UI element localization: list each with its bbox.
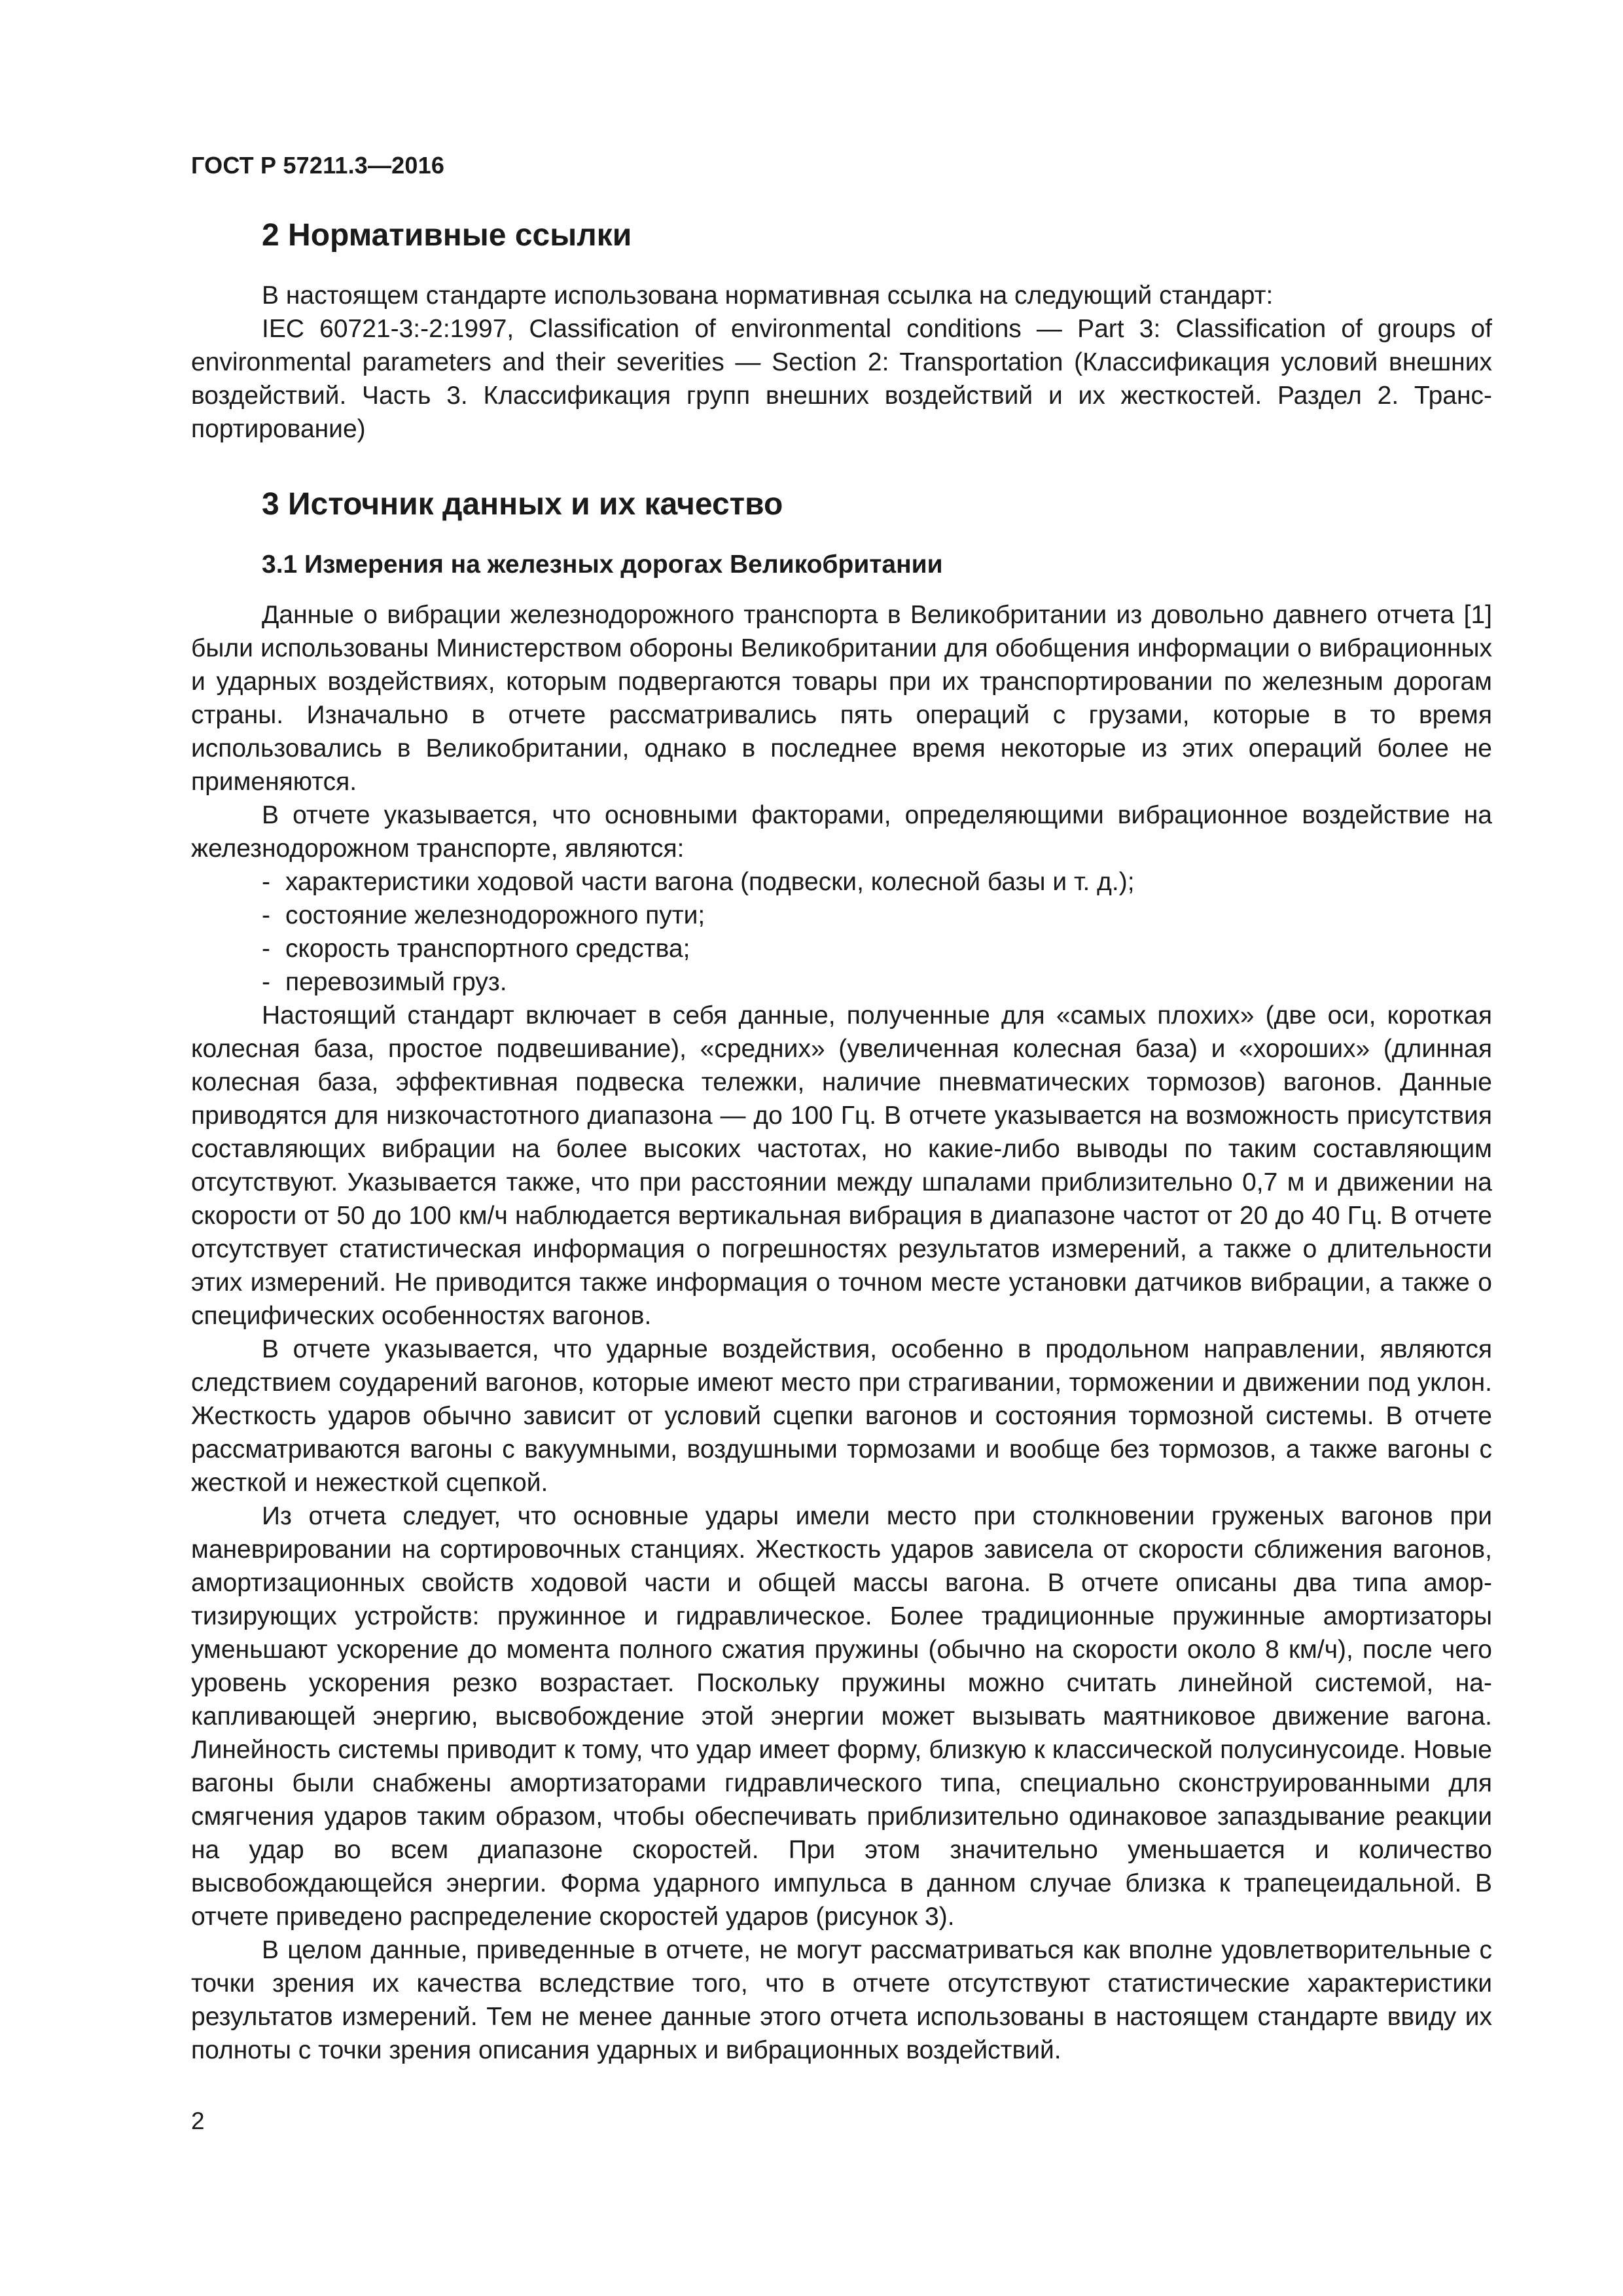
list-item	[191, 865, 1492, 899]
list-marker: -	[262, 968, 270, 996]
list-item	[191, 932, 1492, 965]
list-item-text: перевозимый груз.	[285, 968, 507, 996]
list-marker: -	[262, 901, 270, 929]
list-item	[191, 965, 1492, 999]
list-item-text: характеристики ходовой части вагона (подвески, колесной базы и т. д.);	[285, 868, 1135, 896]
section-2-reference: IEC 60721-3:-2:1997, Classification of environmental conditions — Part 3: Classification of groups of environmental parameters and their severities — Section 2: Transportation (Классификация условий внешних воздействий. Часть 3. Классификация групп внешних воздействий и их жесткостей. Раздел 2. Транспортирование)	[191, 315, 1492, 443]
list-item-text: состояние железнодорожного пути;	[285, 901, 705, 929]
page-number: 2	[191, 2108, 205, 2134]
list-marker: -	[262, 935, 270, 963]
list-marker: -	[262, 868, 270, 896]
body-paragraph: Из отчета следует, что основные удары имели место при столкновении груженых вагонов при маневрировании на сортировочных станциях. Жесткость ударов зависела от скорости сближения вагонов, амортизационных свойств ходовой части и общей массы вагона. В отчете описаны два типа амортизирующих устройств: пружинное и гидравлическое. Более традиционные пружинные амортизаторы уменьшают ускорение до момента полного сжатия пружины (обычно на скорости около 8 км/ч), после чего уровень ускорения резко возрастает. Поскольку пружины можно считать линейной системой, накапливающей энергию, высвобождение этой энергии может вызывать маятниковое движение вагона. Линейность системы приводит к тому, что удар имеет форму, близкую к классической полусинусоиде. Новые вагоны были снабжены амортизаторами гидравлического типа, специально сконструированными для смягчения ударов таким образом, чтобы обеспечивать приблизительно одинаковое запаздывание реакции на удар во всем диапазоне скоростей. При этом значительно уменьшается и количество высвобождающейся энергии. Форма ударного импульса в данном случае близка к трапецеидальной. В отчете приведено распределение скоростей ударов (рисунок 3).	[191, 1502, 1492, 1931]
body-paragraph: В целом данные, приведенные в отчете, не могут рассматриваться как вполне удовлетворительные с точки зрения их качества вследствие того, что в отчете отсутствуют статистические характеристики результатов измерений. Тем не менее данные этого отчета использованы в настоящем стандарте ввиду их полноты с точки зрения описания ударных и вибрационных воздействий.	[191, 1936, 1492, 2064]
list-item	[191, 899, 1492, 932]
body-paragraph: Настоящий стандарт включает в себя данные, полученные для «самых плохих» (две оси, короткая колесная база, простое подвешивание), «средних» (увеличенная колесная база) и «хороших» (длинная колесная база, эффективная подвеска тележки, наличие пневматических тормозов) вагонов. Данные приводятся для низкочастотного диапазона — до 100 Гц. В отчете указывается на возможность присутствия составляющих вибрации на более высоких частотах, но какие-либо выводы по таким составляющим отсутствуют. Указывается также, что при расстоянии между шпалами приблизительно 0,7 м и движении на скорости от 50 до 100 км/ч наблюдается вертикальная вибрация в диапазоне частот от 20 до 40 Гц. В отчете отсутствует статистическая информация о погрешностях результатов измерений, а также о длительности этих измерений. Не приводится также информация о точном месте установки датчиков вибрации, а также о специфических особенностях вагонов.	[191, 1001, 1492, 1330]
body-paragraph: В отчете указывается, что основными факторами, определяющими вибрационное воздействие на железнодорожном транспорте, являются:	[191, 801, 1492, 863]
section-2-heading: 2 Нормативные ссылки	[262, 218, 632, 253]
body-paragraph: Данные о вибрации железнодорожного транспорта в Великобритании из довольно давнего отчета [1] были использованы Министерством обороны Великобритании для обобщения информации о вибрационных и ударных воздействиях, которым подвергаются товары при их транспортировании по железным дорогам страны. Изначально в отчете рассматривались пять операций с грузами, которые в то время использовались в Великобритании, однако в последнее время некоторые из этих операций более не применяются.	[191, 601, 1492, 796]
factors-list	[191, 865, 1492, 999]
running-header-doc-code: ГОСТ Р 57211.3—2016	[191, 152, 445, 179]
page-body	[191, 216, 1492, 2067]
subsection-3-1-heading: 3.1 Измерения на железных дорогах Великобритании	[262, 550, 943, 579]
section-2-paragraph: В настоящем стандарте использована нормативная ссылка на следующий стандарт:	[262, 281, 1274, 310]
list-item-text: скорость транспортного средства;	[285, 935, 690, 963]
body-paragraph: В отчете указывается, что ударные воздействия, особенно в продольном направлении, являются следствием соударений вагонов, которые имеют место при страгивании, торможении и движении под уклон. Жесткость ударов обычно зависит от условий сцепки вагонов и состояния тормозной системы. В отчете рассматриваются вагоны с вакуумными, воздушными тормозами и вообще без тормозов, а также вагоны с жесткой и нежесткой сцепкой.	[191, 1335, 1492, 1497]
section-3-heading: 3 Источник данных и их качество	[262, 487, 783, 522]
